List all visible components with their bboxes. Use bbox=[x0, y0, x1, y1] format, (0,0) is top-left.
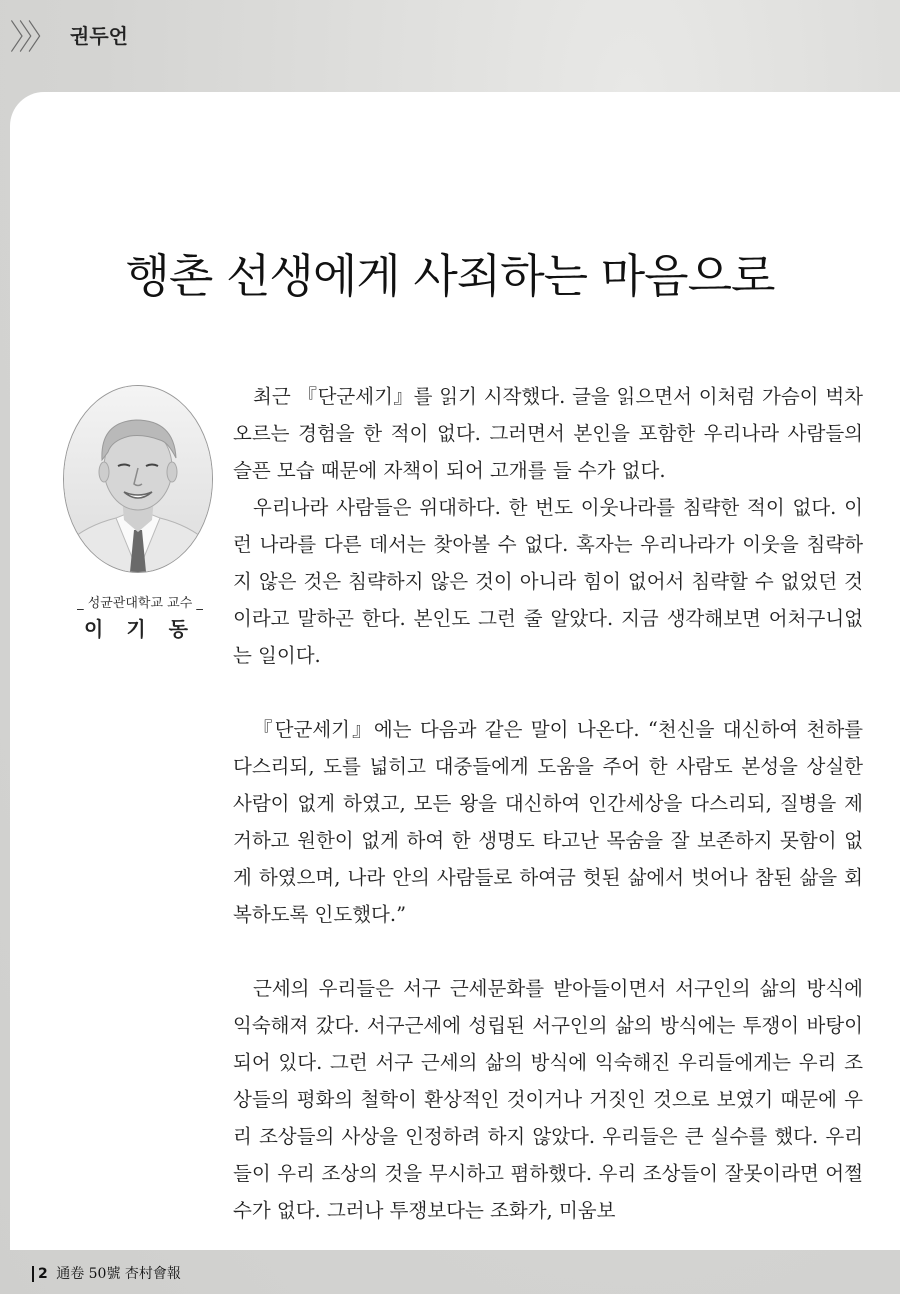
author-caption bbox=[40, 592, 240, 642]
chevron-right-icon: 〉〉〉 bbox=[10, 17, 50, 58]
page-footer bbox=[32, 1266, 181, 1282]
portrait-illustration bbox=[64, 386, 212, 572]
issue-text: 通卷 50號 杏村會報 bbox=[56, 1266, 181, 1282]
author-affiliation: _ 성균관대학교 교수 _ bbox=[77, 596, 203, 611]
page-number: 2 bbox=[38, 1266, 48, 1282]
paragraph-2: 우리나라 사람들은 위대하다. 한 번도 이웃나라를 침략한 적이 없다. 이런 나라를 다른 데서는 찾아볼 수 없다. 혹자는 우리나라가 이웃을 침략하지 않은 것은 침략하지 않은 것이 아니라 힘이 없어서 침략할 수 없었던 것이라고 말하곤 한다. 본인도 그런 줄 알았다. 지금 생각해보면 어처구니없는 일이다. bbox=[233, 496, 863, 667]
paragraph-4: 근세의 우리들은 서구 근세문화를 받아들이면서 서구인의 삶의 방식에 익숙해져 갔다. 서구근세에 성립된 서구인의 삶의 방식에는 투쟁이 바탕이 되어 있다. 그런 서구 근세의 삶의 방식에 익숙해진 우리들에게는 우리 조상들의 평화의 철학이 환상적인 것이거나 거짓인 것으로 보였기 때문에 우리 조상들의 사상을 인정하려 하지 않았다. 우리들은 큰 실수를 했다. 우리들이 우리 조상의 것을 무시하고 폄하했다. 우리 조상들이 잘못이라면 어쩔 수가 없다. 그러나 투쟁보다는 조화가, 미움보 bbox=[233, 977, 863, 1222]
section-header bbox=[10, 14, 128, 58]
article-body bbox=[233, 378, 863, 1229]
author-name: 이 기 동 bbox=[84, 617, 196, 641]
section-title: 권두언 bbox=[70, 23, 128, 48]
author-portrait bbox=[63, 385, 213, 573]
paragraph-3: 『단군세기』에는 다음과 같은 말이 나온다. “천신을 대신하여 천하를 다스리되, 도를 넓히고 대중들에게 도움을 주어 한 사람도 본성을 상실한 사람이 없게 하였고, 모든 왕을 대신하여 인간세상을 다스리되, 질병을 제거하고 원한이 없게 하여 한 생명도 타고난 목숨을 잘 보존하지 못함이 없게 하였으며, 나라 안의 사람들로 하여금 헛된 삶에서 벗어나 참된 삶을 회복하도록 인도했다.” bbox=[233, 718, 863, 926]
article-headline: 행촌 선생에게 사죄하는 마음으로 bbox=[125, 249, 775, 303]
paragraph-1: 최근 『단군세기』를 읽기 시작했다. 글을 읽으면서 이처럼 가슴이 벅차오르는 경험을 한 적이 없다. 그러면서 본인을 포함한 우리나라 사람들의 슬픈 모습 때문에 자책이 되어 고개를 들 수가 없다. bbox=[233, 385, 863, 482]
